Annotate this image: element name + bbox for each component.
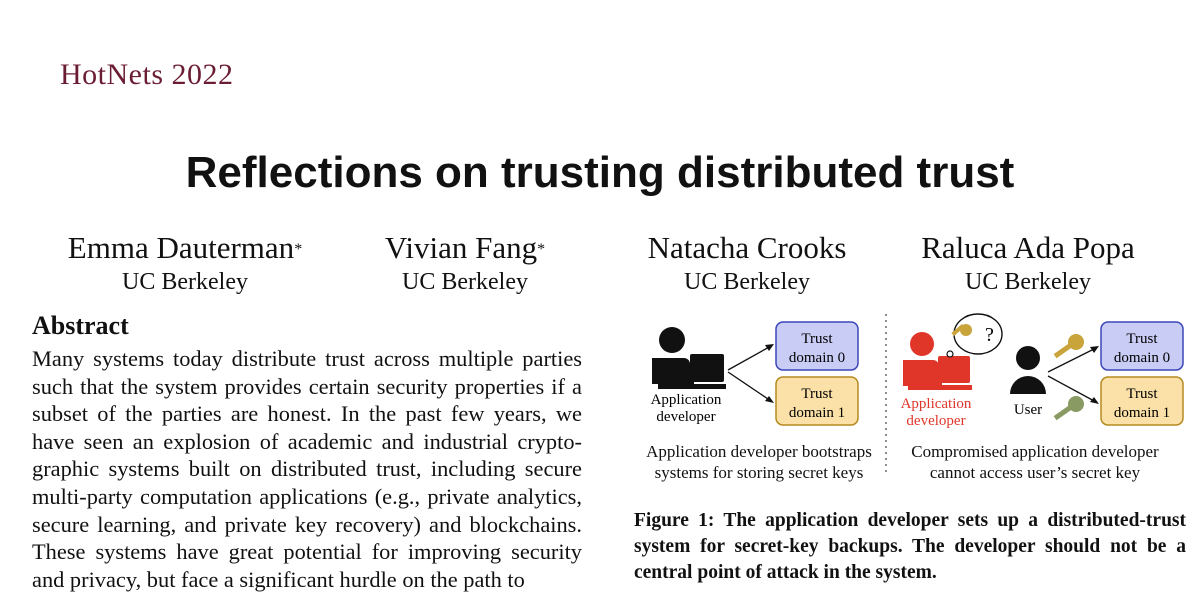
green-key-icon xyxy=(1054,396,1084,420)
trust-domain-1-line2: domain 1 xyxy=(1113,405,1171,421)
user-label: User xyxy=(1013,402,1043,418)
arrow xyxy=(728,346,771,401)
author-name: Emma Dauterman* xyxy=(67,230,303,265)
arrowhead xyxy=(765,396,774,403)
compromised-developer-label-line2: developer xyxy=(906,413,966,429)
author-name: Natacha Crooks xyxy=(647,230,847,265)
author-affiliation: UC Berkeley xyxy=(402,269,528,295)
paper-title: Reflections on trusting distributed trust xyxy=(185,148,1015,197)
thought-bubble xyxy=(954,314,1002,354)
abstract-text: Many systems today distribute trust across multiple parties such that the system provides certain security properties if a subset of the parties are honest. In the past few years, we have seen an explosion of academic and industrial crypto-graphic systems built on distributed trust, including secure multi-party computation applications (e.g., private analytics, secure learning, and private key recovery) and blockchains. These systems have great potential for improving security and privacy, but face a significant hurdle on the path to xyxy=(32,346,582,592)
trust-domain-0-line1: Trust xyxy=(801,331,833,347)
developer-label-line2: developer xyxy=(656,409,716,425)
venue-label: HotNets 2022 xyxy=(60,58,234,91)
trust-domain-1-line1: Trust xyxy=(801,386,833,402)
arrowhead xyxy=(1090,397,1099,404)
author-affiliation: UC Berkeley xyxy=(965,269,1091,295)
author-block xyxy=(40,230,330,298)
arrowhead xyxy=(1090,346,1099,353)
subfigure-caption: Compromised application developer cannot access user’s secret key xyxy=(911,442,1159,482)
author-affiliation: UC Berkeley xyxy=(122,269,248,295)
thought-dot xyxy=(947,351,953,357)
developer-icon xyxy=(652,327,726,389)
compromised-developer-label-line1: Application xyxy=(900,396,972,412)
equal-contribution-mark: * xyxy=(294,241,303,258)
trust-domain-0-line2: domain 0 xyxy=(788,350,846,366)
equal-contribution-mark: * xyxy=(537,241,546,258)
arrowhead xyxy=(765,344,774,351)
yellow-key-icon xyxy=(1054,334,1084,358)
subfigure-caption: Application developer bootstraps systems for storing secret keys xyxy=(646,442,872,482)
author-name: Vivian Fang* xyxy=(384,230,546,265)
author-block xyxy=(883,230,1173,298)
author-affiliation: UC Berkeley xyxy=(684,269,810,295)
author-block xyxy=(320,230,610,298)
author-block xyxy=(602,230,892,298)
author-name: Raluca Ada Popa xyxy=(921,230,1135,265)
trust-domain-0-line1: Trust xyxy=(1126,331,1158,347)
figure-caption: Figure 1: The application developer sets up a distributed-trust system for secret-key backups. The developer should not be a central point of attack in the system. xyxy=(634,510,1186,583)
trust-domain-1-line1: Trust xyxy=(1126,386,1158,402)
trust-domain-1-line2: domain 1 xyxy=(788,405,846,421)
developer-label-line1: Application xyxy=(650,392,722,408)
trust-domain-0-line2: domain 0 xyxy=(1113,350,1171,366)
user-icon xyxy=(1010,346,1046,394)
abstract-heading: Abstract xyxy=(32,311,129,340)
question-mark: ? xyxy=(985,324,994,346)
